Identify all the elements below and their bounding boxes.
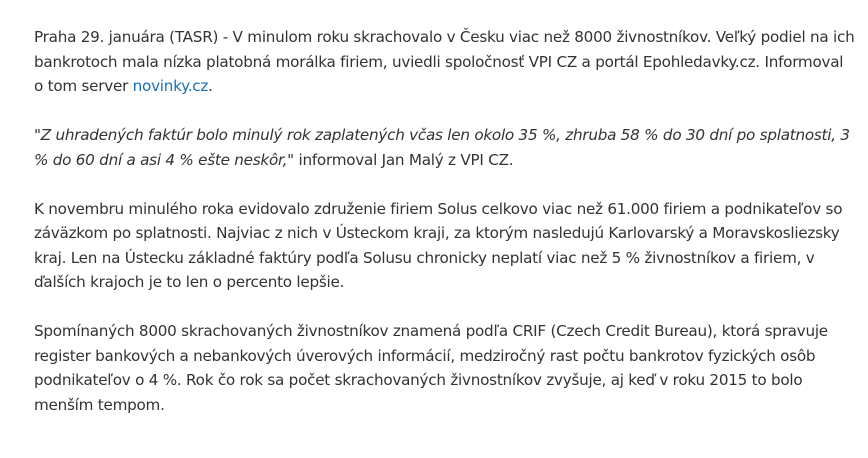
paragraph-intro [34,25,856,99]
paragraph-intro-end: . [208,77,213,95]
paragraph-intro-text: Praha 29. januára (TASR) - V minulom roku skrachovalo v Česku viac než 8000 živnostníkov. Veľký podiel na ich bankrotoch mala nízka platobná morálka firiem, uviedli spoločnosť VPI CZ a portál Epohledavky.cz. Informoval o tom server [34,28,855,95]
quote-attribution: informoval Jan Malý z VPI CZ. [293,150,514,169]
article-body [34,25,856,442]
paragraph-crif: Spomínaných 8000 skrachovaných živnostníkov znamená podľa CRIF (Czech Credit Bureau), ktorá spravuje register bankových a nebankových úverových informácií, medziročný rast počtu bankrotov fyzických osôb podnikateľov o 4 %. Rok čo rok sa počet skrachovaných živnostníkov zvyšuje, aj keď v roku 2015 to bolo menším tempom. [34,322,828,414]
paragraph-quote [34,123,856,172]
novinky-link[interactable]: novinky.cz [132,77,209,95]
paragraph-solus: K novembru minulého roka evidovalo združenie firiem Solus celkovo viac než 61.000 firiem a podnikateľov so záväzkom po splatnosti. Najviac z nich v Ústeckom kraji, za ktorým nasledujú Karlovarský a Moravskosliezsky kraj. Len na Ústecku základné faktúry podľa Solusu chronicky neplatí viac než 5 % živnostníkov a firiem, v ďalších krajoch je to len o percento lepšie. [34,199,843,291]
quote-text: "Z uhradených faktúr bolo minulý rok zaplatených včas len okolo 35 %, zhruba 58 % do 30 dní po splatnosti, 3 % do 60 dní a asi 4 % ešte neskôr," [34,126,850,169]
